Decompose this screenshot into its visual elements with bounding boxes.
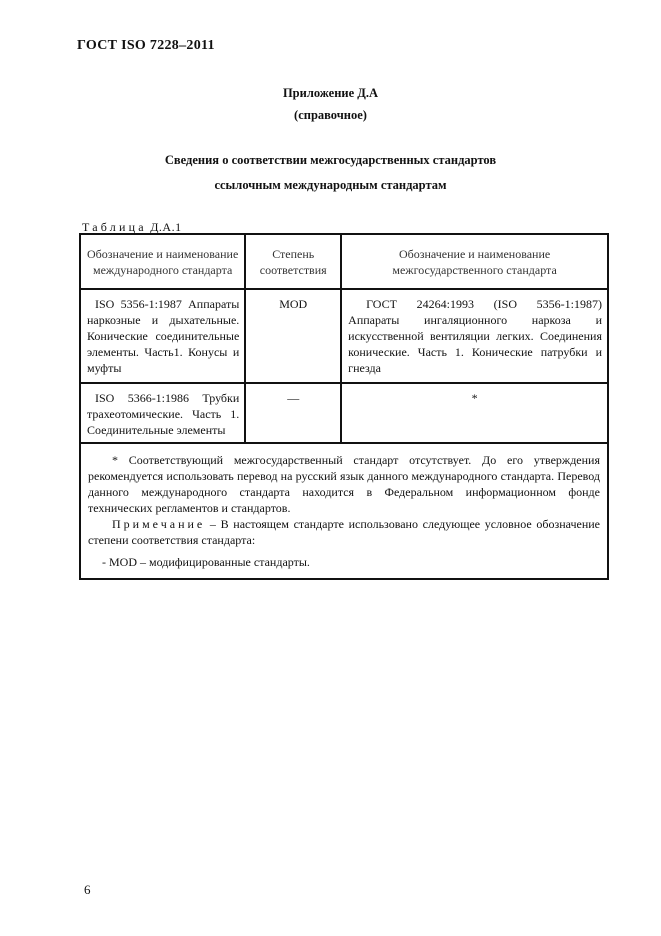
table-header-row: [80, 234, 608, 289]
appendix-heading-line2: ссылочным международным стандартам: [214, 178, 447, 192]
notes-cell: [80, 443, 608, 579]
notes-block: [81, 444, 607, 578]
header-degree: Степень соответствия: [245, 234, 341, 289]
table-label-word: Таблица: [82, 220, 147, 234]
cell-interstate-standard: ГОСТ 24264:1993 (ISO 5356-1:1987) Аппараты ингаляционного наркоза и искусственной вентиляции легких. Соединения конические. Часть 1. Конические патрубки и гнезда: [341, 289, 608, 383]
page-number: 6: [84, 882, 91, 897]
note-text: – В настоящем стандарте использовано следующее условное обозначение степени соответствия стандарта:: [88, 517, 600, 547]
cell-interstate-standard: *: [341, 383, 608, 443]
cell-degree: —: [245, 383, 341, 443]
appendix-heading-line1: Сведения о соответствии межгосударственных стандартов: [164, 153, 497, 167]
table-row: [80, 383, 608, 443]
table-notes-row: [80, 443, 608, 579]
appendix-subtitle: (справочное): [294, 108, 367, 122]
cell-international-standard: ISO 5366-1:1986 Трубки трахеотомические. Часть 1. Соединительные элементы: [80, 383, 245, 443]
cell-degree: MOD: [245, 289, 341, 383]
note-label: Примечание: [112, 517, 206, 531]
mod-definition: - MOD – модифицированные стандарты.: [102, 555, 310, 569]
header-international-standard: Обозначение и наименование международного стандарта: [80, 234, 245, 289]
correspondence-table: [79, 233, 609, 580]
table-label-number: Д.А.1: [146, 220, 182, 234]
document-code: ГОСТ ISO 7228–2011: [77, 38, 215, 53]
appendix-title: Приложение Д.А: [282, 86, 379, 100]
note-paragraph: [88, 516, 600, 548]
header-interstate-standard: Обозначение и наименование межгосударственного стандарта: [341, 234, 608, 289]
footnote-text: * Соответствующий межгосударственный стандарт отсутствует. До его утверждения рекомендуется использовать перевод на русский язык данного международного стандарта. Перевод данного международного стандарта находится в Федеральном информационном фонде технических регламентов и стандартов.: [88, 453, 600, 515]
cell-international-standard: ISO 5356-1:1987 Аппараты наркозные и дыхательные. Конические соединительные элементы. Часть1. Конусы и муфты: [80, 289, 245, 383]
table-row: [80, 289, 608, 383]
